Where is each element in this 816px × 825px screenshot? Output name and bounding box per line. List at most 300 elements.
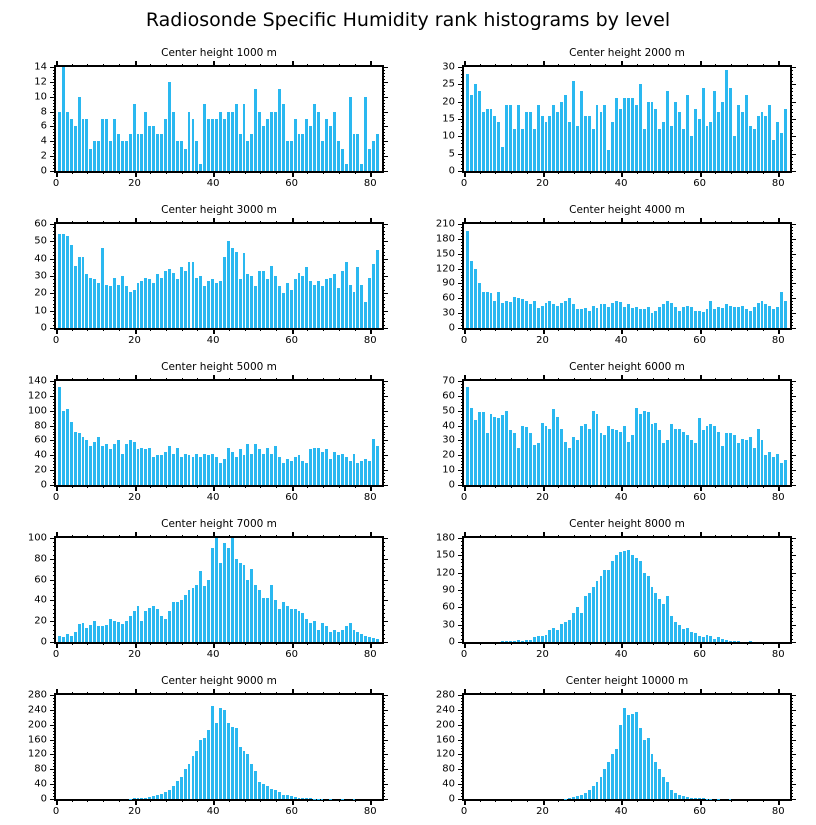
y-minor-tick — [382, 716, 385, 717]
y-minor-tick — [53, 722, 56, 723]
histogram-bar — [140, 798, 143, 799]
x-minor-tick — [119, 221, 120, 224]
histogram-bar — [497, 418, 500, 485]
y-minor-tick — [382, 731, 385, 732]
histogram-bar — [219, 463, 222, 485]
x-minor-tick — [731, 221, 732, 224]
x-major-tick — [621, 328, 623, 334]
histogram-bar — [647, 576, 650, 642]
histogram-bar — [753, 129, 756, 171]
histogram-bar — [227, 723, 230, 799]
y-minor-tick — [382, 790, 385, 791]
y-minor-tick — [382, 766, 385, 767]
histogram-bar — [658, 307, 661, 328]
y-minor-tick — [382, 387, 385, 388]
histogram-bar — [776, 454, 779, 485]
y-minor-tick — [53, 596, 56, 597]
y-minor-tick — [461, 129, 464, 130]
subplot-center-height-7000-m — [0, 511, 408, 668]
y-minor-tick — [53, 153, 56, 154]
x-minor-tick — [166, 692, 167, 695]
y-minor-tick — [53, 609, 56, 610]
x-minor-tick — [747, 535, 748, 538]
x-minor-tick — [668, 221, 669, 224]
y-minor-tick — [461, 775, 464, 776]
y-major-tick — [458, 710, 464, 711]
histogram-bar — [772, 457, 775, 485]
histogram-bar — [97, 141, 100, 171]
y-major-tick — [50, 293, 56, 294]
y-minor-tick — [461, 95, 464, 96]
histogram-bar — [337, 141, 340, 171]
x-tick-label: 60 — [693, 492, 706, 503]
histogram-bar — [117, 622, 120, 642]
histogram-bar — [125, 286, 128, 328]
histogram-bar — [631, 308, 634, 328]
y-minor-tick — [461, 482, 464, 483]
y-minor-tick — [790, 277, 793, 278]
histogram-bar — [301, 461, 304, 485]
y-minor-tick — [461, 227, 464, 228]
histogram-bar — [521, 299, 524, 328]
x-major-tick — [700, 375, 702, 381]
histogram-bar — [164, 792, 167, 799]
histogram-bar — [317, 281, 320, 328]
y-minor-tick — [53, 279, 56, 280]
y-minor-tick — [790, 611, 793, 612]
subplot-title: Center height 5000 m — [54, 361, 384, 373]
histogram-bar — [250, 764, 253, 799]
x-minor-tick — [731, 378, 732, 381]
y-minor-tick — [53, 446, 56, 447]
x-minor-tick — [637, 799, 638, 802]
y-major-tick — [790, 102, 796, 103]
histogram-bar — [199, 164, 202, 171]
histogram-bar — [105, 285, 108, 328]
histogram-bar — [651, 102, 654, 171]
x-minor-tick — [558, 328, 559, 331]
histogram-bar — [639, 414, 642, 485]
y-tick-label: 60 — [442, 390, 455, 401]
histogram-bar — [152, 606, 155, 642]
x-major-tick — [543, 532, 545, 538]
y-minor-tick — [790, 632, 793, 633]
x-major-tick — [543, 218, 545, 224]
y-minor-tick — [382, 168, 385, 169]
histogram-bar — [564, 622, 567, 642]
y-minor-tick — [382, 605, 385, 606]
x-minor-tick — [339, 64, 340, 67]
histogram-bar — [345, 626, 348, 642]
x-minor-tick — [245, 799, 246, 802]
histogram-bar — [113, 444, 116, 485]
y-minor-tick — [461, 731, 464, 732]
x-tick-label: 0 — [53, 492, 59, 503]
y-tick-label: 0 — [41, 637, 47, 648]
histogram-bar — [757, 116, 760, 171]
histogram-bar — [658, 129, 661, 171]
histogram-bar — [356, 463, 359, 485]
y-major-tick — [790, 440, 796, 441]
histogram-bar — [305, 619, 308, 642]
x-major-tick — [464, 485, 466, 491]
x-tick-label: 80 — [772, 178, 785, 189]
y-minor-tick — [790, 147, 793, 148]
x-minor-tick — [527, 535, 528, 538]
y-minor-tick — [382, 321, 385, 322]
y-minor-tick — [53, 129, 56, 130]
histogram-bar — [721, 639, 724, 642]
x-minor-tick — [260, 378, 261, 381]
histogram-bar — [62, 234, 65, 328]
x-major-tick — [56, 642, 58, 648]
histogram-bar — [137, 449, 140, 485]
x-minor-tick — [605, 328, 606, 331]
x-major-tick — [135, 532, 137, 538]
y-tick-label: 40 — [34, 779, 47, 790]
y-minor-tick — [53, 138, 56, 139]
histogram-bar — [58, 387, 61, 485]
histogram-bar — [513, 641, 516, 642]
x-major-tick — [700, 532, 702, 538]
x-minor-tick — [323, 64, 324, 67]
y-minor-tick — [790, 310, 793, 311]
histogram-bar — [525, 427, 528, 485]
y-minor-tick — [461, 307, 464, 308]
x-tick-label: 60 — [285, 492, 298, 503]
histogram-bar — [552, 105, 555, 171]
histogram-bar — [290, 609, 293, 642]
x-major-tick — [543, 689, 545, 695]
x-tick-label: 60 — [285, 178, 298, 189]
histogram-bar — [207, 281, 210, 328]
y-tick-label: 180 — [436, 533, 455, 544]
y-minor-tick — [461, 778, 464, 779]
x-minor-tick — [731, 535, 732, 538]
x-minor-tick — [763, 171, 764, 174]
histogram-bar — [66, 409, 69, 485]
y-minor-tick — [461, 168, 464, 169]
histogram-bar — [662, 604, 665, 642]
histogram-bar — [309, 126, 312, 171]
histogram-bar — [105, 119, 108, 171]
histogram-bar — [286, 141, 289, 171]
x-minor-tick — [197, 485, 198, 488]
x-minor-tick — [511, 328, 512, 331]
histogram-bar — [309, 281, 312, 328]
x-minor-tick — [307, 692, 308, 695]
histogram-bar — [482, 112, 485, 171]
histogram-bar — [654, 593, 657, 642]
histogram-bar — [761, 301, 764, 328]
y-minor-tick — [382, 162, 385, 163]
y-minor-tick — [382, 781, 385, 782]
y-minor-tick — [382, 596, 385, 597]
y-minor-tick — [461, 751, 464, 752]
subplot-title: Center height 7000 m — [54, 518, 384, 530]
histogram-bar — [713, 91, 716, 171]
x-minor-tick — [637, 221, 638, 224]
y-major-tick — [790, 455, 796, 456]
histogram-bar — [360, 634, 363, 642]
histogram-bar — [258, 782, 261, 799]
y-major-tick — [382, 396, 388, 397]
y-major-tick — [458, 538, 464, 539]
histogram-bar — [82, 437, 85, 485]
y-minor-tick — [382, 550, 385, 551]
y-minor-tick — [382, 555, 385, 556]
x-minor-tick — [668, 378, 669, 381]
histogram-bar — [329, 459, 332, 485]
y-minor-tick — [461, 325, 464, 326]
y-major-tick — [50, 470, 56, 471]
x-minor-tick — [668, 642, 669, 645]
y-tick-label: 150 — [436, 550, 455, 561]
histogram-bar — [140, 621, 143, 642]
histogram-bar — [341, 271, 344, 328]
histogram-bar — [274, 276, 277, 328]
x-minor-tick — [480, 171, 481, 174]
histogram-bar — [666, 596, 669, 642]
histogram-bar — [623, 98, 626, 171]
y-minor-tick — [53, 120, 56, 121]
y-minor-tick — [53, 245, 56, 246]
y-minor-tick — [53, 269, 56, 270]
histogram-bar — [235, 559, 238, 642]
histogram-bar — [478, 283, 481, 328]
x-minor-tick — [339, 535, 340, 538]
x-minor-tick — [355, 642, 356, 645]
y-minor-tick — [53, 109, 56, 110]
histogram-bar — [70, 245, 73, 328]
y-minor-tick — [53, 88, 56, 89]
x-minor-tick — [245, 328, 246, 331]
histogram-bar — [698, 311, 701, 328]
x-minor-tick — [590, 171, 591, 174]
x-minor-tick — [684, 485, 685, 488]
y-minor-tick — [53, 70, 56, 71]
x-minor-tick — [119, 642, 120, 645]
histogram-bar — [588, 593, 591, 642]
x-minor-tick — [355, 535, 356, 538]
y-major-tick — [50, 485, 56, 486]
x-minor-tick — [763, 328, 764, 331]
y-minor-tick — [461, 597, 464, 598]
histogram-bar — [572, 613, 575, 642]
x-minor-tick — [527, 692, 528, 695]
x-major-tick — [543, 485, 545, 491]
x-minor-tick — [150, 485, 151, 488]
histogram-bar — [168, 82, 171, 171]
y-major-tick — [50, 695, 56, 696]
histogram-bar — [207, 455, 210, 485]
histogram-bar — [364, 636, 367, 642]
histogram-bar — [627, 98, 630, 171]
histogram-bar — [129, 292, 132, 328]
histogram-bar — [113, 621, 116, 642]
x-minor-tick — [103, 692, 104, 695]
x-minor-tick — [87, 799, 88, 802]
x-minor-tick — [197, 221, 198, 224]
y-minor-tick — [461, 566, 464, 567]
histogram-bar — [674, 793, 677, 799]
histogram-bar — [600, 433, 603, 485]
histogram-bar — [353, 292, 356, 328]
x-tick-label: 80 — [772, 649, 785, 660]
y-minor-tick — [382, 109, 385, 110]
x-minor-tick — [166, 328, 167, 331]
y-minor-tick — [461, 109, 464, 110]
y-minor-tick — [53, 135, 56, 136]
histogram-bar — [764, 455, 767, 485]
y-major-tick — [790, 119, 796, 120]
x-tick-label: 40 — [207, 492, 220, 503]
x-minor-tick — [276, 328, 277, 331]
x-minor-tick — [103, 221, 104, 224]
y-minor-tick — [53, 91, 56, 92]
x-minor-tick — [87, 535, 88, 538]
y-major-tick — [382, 82, 388, 83]
y-minor-tick — [461, 292, 464, 293]
y-minor-tick — [382, 704, 385, 705]
x-major-tick — [543, 642, 545, 648]
histogram-bar — [246, 444, 249, 485]
histogram-bar — [195, 454, 198, 485]
x-minor-tick — [668, 171, 669, 174]
histogram-bar — [596, 308, 599, 328]
histogram-bar — [372, 638, 375, 642]
histogram-bar — [529, 112, 532, 171]
x-minor-tick — [480, 64, 481, 67]
histogram-bar — [501, 147, 504, 171]
x-major-tick — [543, 799, 545, 805]
y-minor-tick — [461, 70, 464, 71]
x-tick-label: 80 — [364, 806, 377, 817]
histogram-bar — [619, 109, 622, 171]
histogram-bar — [125, 621, 128, 642]
histogram-bar — [211, 279, 214, 328]
histogram-bar — [761, 440, 764, 485]
histogram-bar — [168, 269, 171, 328]
histogram-bar — [317, 630, 320, 642]
y-minor-tick — [790, 289, 793, 290]
histogram-bar — [180, 457, 183, 485]
histogram-bar — [603, 304, 606, 328]
x-major-tick — [464, 328, 466, 334]
x-minor-tick — [182, 692, 183, 695]
histogram-bar — [215, 723, 218, 799]
x-minor-tick — [480, 328, 481, 331]
x-minor-tick — [323, 378, 324, 381]
y-minor-tick — [53, 150, 56, 151]
y-minor-tick — [461, 277, 464, 278]
histogram-bar — [78, 257, 81, 328]
x-minor-tick — [72, 642, 73, 645]
histogram-bar — [588, 116, 591, 171]
x-minor-tick — [653, 64, 654, 67]
x-tick-label: 0 — [53, 178, 59, 189]
y-tick-label: 40 — [34, 450, 47, 461]
y-major-tick — [790, 239, 796, 240]
y-tick-label: 0 — [449, 166, 455, 177]
y-tick-label: 120 — [436, 749, 455, 760]
histogram-bar — [129, 616, 132, 642]
y-minor-tick — [53, 437, 56, 438]
y-minor-tick — [461, 417, 464, 418]
histogram-bar — [588, 429, 591, 485]
y-minor-tick — [53, 634, 56, 635]
histogram-bar — [749, 437, 752, 485]
y-minor-tick — [461, 737, 464, 738]
y-tick-label: 4 — [41, 136, 47, 147]
x-minor-tick — [245, 535, 246, 538]
x-minor-tick — [715, 799, 716, 802]
histogram-bar — [698, 418, 701, 485]
y-minor-tick — [53, 567, 56, 568]
x-major-tick — [370, 689, 372, 695]
histogram-bar — [137, 283, 140, 328]
histogram-bar — [282, 463, 285, 485]
histogram-bar — [199, 740, 202, 799]
x-major-tick — [135, 218, 137, 224]
x-minor-tick — [323, 485, 324, 488]
y-minor-tick — [382, 443, 385, 444]
y-minor-tick — [461, 452, 464, 453]
y-tick-label: 70 — [442, 376, 455, 387]
histogram-bar — [737, 105, 740, 171]
histogram-bar — [749, 126, 752, 171]
y-minor-tick — [382, 238, 385, 239]
subplot-center-height-5000-m — [0, 354, 408, 511]
x-minor-tick — [653, 328, 654, 331]
histogram-bar — [89, 446, 92, 485]
histogram-bar — [188, 455, 191, 485]
y-minor-tick — [382, 103, 385, 104]
x-major-tick — [621, 61, 623, 67]
y-minor-tick — [53, 118, 56, 119]
y-minor-tick — [382, 405, 385, 406]
y-major-tick — [790, 396, 796, 397]
histogram-bar — [615, 98, 618, 171]
y-minor-tick — [382, 707, 385, 708]
x-minor-tick — [307, 642, 308, 645]
histogram-bar — [658, 430, 661, 485]
y-minor-tick — [461, 701, 464, 702]
y-minor-tick — [461, 393, 464, 394]
histogram-bar — [333, 630, 336, 642]
x-minor-tick — [197, 642, 198, 645]
y-minor-tick — [461, 446, 464, 447]
histogram-bar — [737, 307, 740, 328]
histogram-bar — [533, 129, 536, 171]
x-major-tick — [135, 375, 137, 381]
x-minor-tick — [182, 221, 183, 224]
y-minor-tick — [382, 588, 385, 589]
y-minor-tick — [461, 719, 464, 720]
histogram-bar — [211, 454, 214, 485]
y-minor-tick — [790, 545, 793, 546]
y-minor-tick — [461, 322, 464, 323]
y-minor-tick — [790, 129, 793, 130]
x-major-tick — [56, 689, 58, 695]
histogram-bar — [360, 285, 363, 328]
y-minor-tick — [461, 286, 464, 287]
x-minor-tick — [355, 692, 356, 695]
x-major-tick — [778, 485, 780, 491]
histogram-bar — [686, 306, 689, 328]
y-tick-label: 0 — [41, 323, 47, 334]
histogram-bar — [188, 590, 191, 642]
